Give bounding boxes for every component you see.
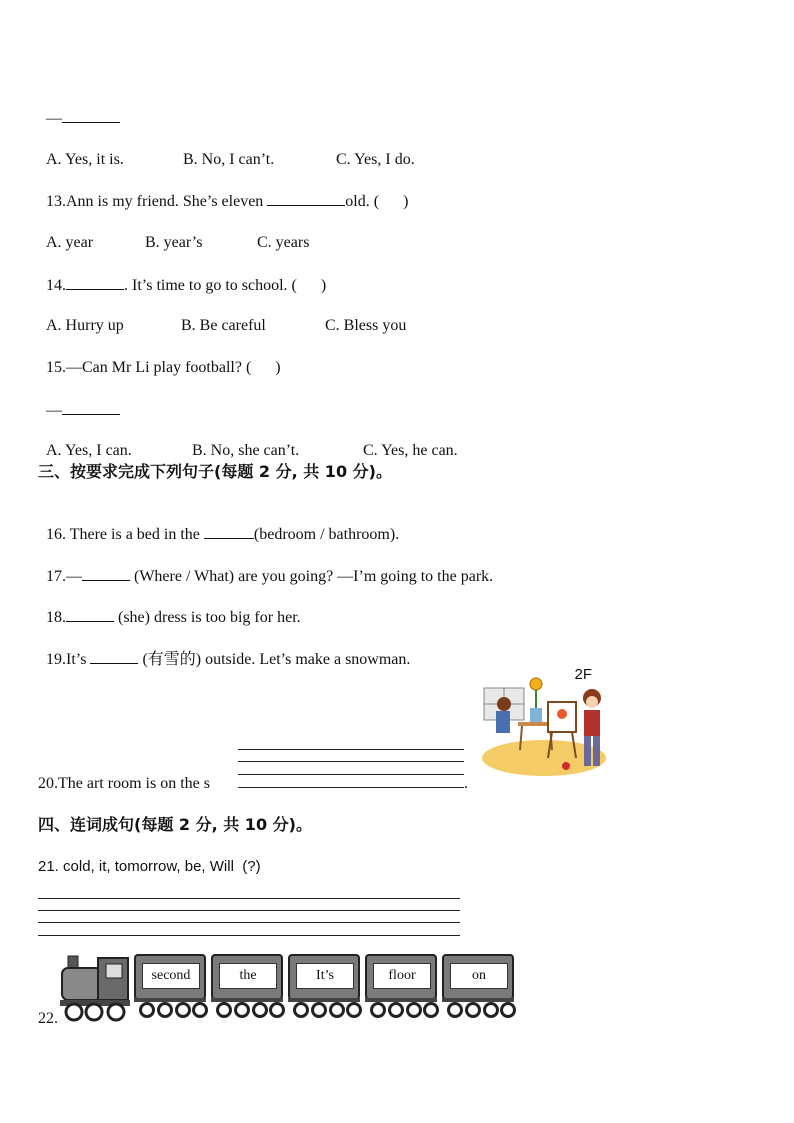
option-b[interactable]: B. No, I can’t. — [183, 151, 275, 168]
word-train — [58, 952, 520, 1024]
q13-options — [38, 213, 309, 253]
option-a[interactable]: A. Hurry up — [46, 317, 124, 334]
train-car[interactable] — [288, 954, 360, 1020]
q12-options — [38, 130, 415, 170]
answer-blank[interactable] — [62, 108, 120, 123]
writing-line[interactable] — [238, 761, 464, 762]
car-word: second — [151, 968, 191, 983]
car-word-card[interactable] — [142, 963, 200, 989]
question-14: 14. . It’s time to go to school. ( ) — [46, 277, 327, 294]
car-word-card[interactable] — [373, 963, 431, 989]
section-4-heading: 四、连词成句(每题 2 分, 共 10 分)。 — [38, 815, 312, 834]
writing-line[interactable] — [38, 922, 460, 923]
question-20: 20.The art room is on the s — [38, 775, 210, 792]
answer-blank[interactable] — [62, 400, 120, 415]
wheel-icon — [500, 1002, 516, 1018]
q15-answer-line: — — [38, 380, 120, 421]
option-b[interactable]: B. No, she can’t. — [192, 442, 300, 459]
option-a[interactable]: A. Yes, it is. — [46, 151, 124, 168]
question-16: 16. There is a bed in the (bedroom / bathroom). — [46, 526, 400, 543]
writing-line[interactable] — [38, 898, 460, 899]
question-18: 18. (she) dress is too big for her. — [46, 609, 301, 626]
wheel-icon — [293, 1002, 309, 1018]
train-car[interactable] — [134, 954, 206, 1020]
q15-options — [38, 421, 458, 461]
wheel-icon — [465, 1002, 481, 1018]
option-c[interactable]: C. years — [257, 234, 310, 251]
painting-children-icon — [478, 666, 610, 784]
car-word-card[interactable] — [296, 963, 354, 989]
car-word: the — [239, 968, 257, 983]
wheel-icon — [483, 1002, 499, 1018]
answer-blank[interactable] — [82, 566, 130, 581]
wheel-icon — [234, 1002, 250, 1018]
question-21: 21. cold, it, tomorrow, be, Will (?) — [38, 858, 261, 875]
car-word: floor — [388, 968, 416, 983]
wheel-icon — [269, 1002, 285, 1018]
car-word-card[interactable] — [219, 963, 277, 989]
option-a[interactable]: A. Yes, I can. — [46, 442, 132, 459]
answer-blank[interactable] — [204, 524, 254, 539]
locomotive-icon — [58, 952, 132, 1022]
train-car[interactable] — [211, 954, 283, 1020]
answer-blank[interactable] — [267, 191, 345, 206]
q14-options — [38, 296, 406, 336]
writing-line[interactable] — [238, 749, 464, 750]
option-c[interactable]: C. Yes, he can. — [363, 442, 458, 459]
question-13: 13.Ann is my friend. She’s eleven old. ( ) — [46, 193, 409, 210]
wheel-icon — [216, 1002, 232, 1018]
wheel-icon — [406, 1002, 422, 1018]
wheel-icon — [370, 1002, 386, 1018]
answer-blank[interactable] — [90, 649, 138, 664]
option-a[interactable]: A. year — [46, 234, 94, 251]
car-word: It’s — [316, 968, 334, 983]
car-word: on — [472, 968, 486, 983]
question-19: 19.It’s (有雪的) outside. Let’s make a snowman. — [46, 651, 411, 668]
option-c[interactable]: C. Yes, I do. — [336, 151, 415, 168]
wheel-icon — [447, 1002, 463, 1018]
answer-blank[interactable] — [66, 275, 124, 290]
option-b[interactable]: B. year’s — [145, 234, 203, 251]
wheel-icon — [139, 1002, 155, 1018]
question-20-end: . — [464, 775, 468, 792]
wheel-icon — [175, 1002, 191, 1018]
wheel-icon — [388, 1002, 404, 1018]
answer-blank[interactable] — [66, 607, 114, 622]
writing-line[interactable] — [38, 910, 460, 911]
wheel-icon — [311, 1002, 327, 1018]
wheel-icon — [423, 1002, 439, 1018]
q12-answer-line: — — [38, 88, 120, 129]
question-15: 15.—Can Mr Li play football? ( ) — [46, 359, 281, 376]
art-room-picture — [478, 666, 610, 784]
writing-line[interactable] — [38, 935, 460, 936]
car-word-card[interactable] — [450, 963, 508, 989]
train-car[interactable] — [365, 954, 437, 1020]
wheel-icon — [157, 1002, 173, 1018]
writing-line[interactable] — [238, 787, 464, 788]
wheel-icon — [252, 1002, 268, 1018]
wheel-icon — [192, 1002, 208, 1018]
section-3-heading: 三、按要求完成下列句子(每题 2 分, 共 10 分)。 — [38, 462, 392, 481]
wheel-icon — [346, 1002, 362, 1018]
question-22-number: 22. — [38, 1010, 58, 1027]
floor-label: 2F — [574, 666, 592, 683]
option-c[interactable]: C. Bless you — [325, 317, 407, 334]
wheel-icon — [329, 1002, 345, 1018]
option-b[interactable]: B. Be careful — [181, 317, 266, 334]
question-17: 17.— (Where / What) are you going? —I’m going to the park. — [46, 568, 494, 585]
writing-line[interactable] — [238, 774, 464, 775]
train-car[interactable] — [442, 954, 514, 1020]
